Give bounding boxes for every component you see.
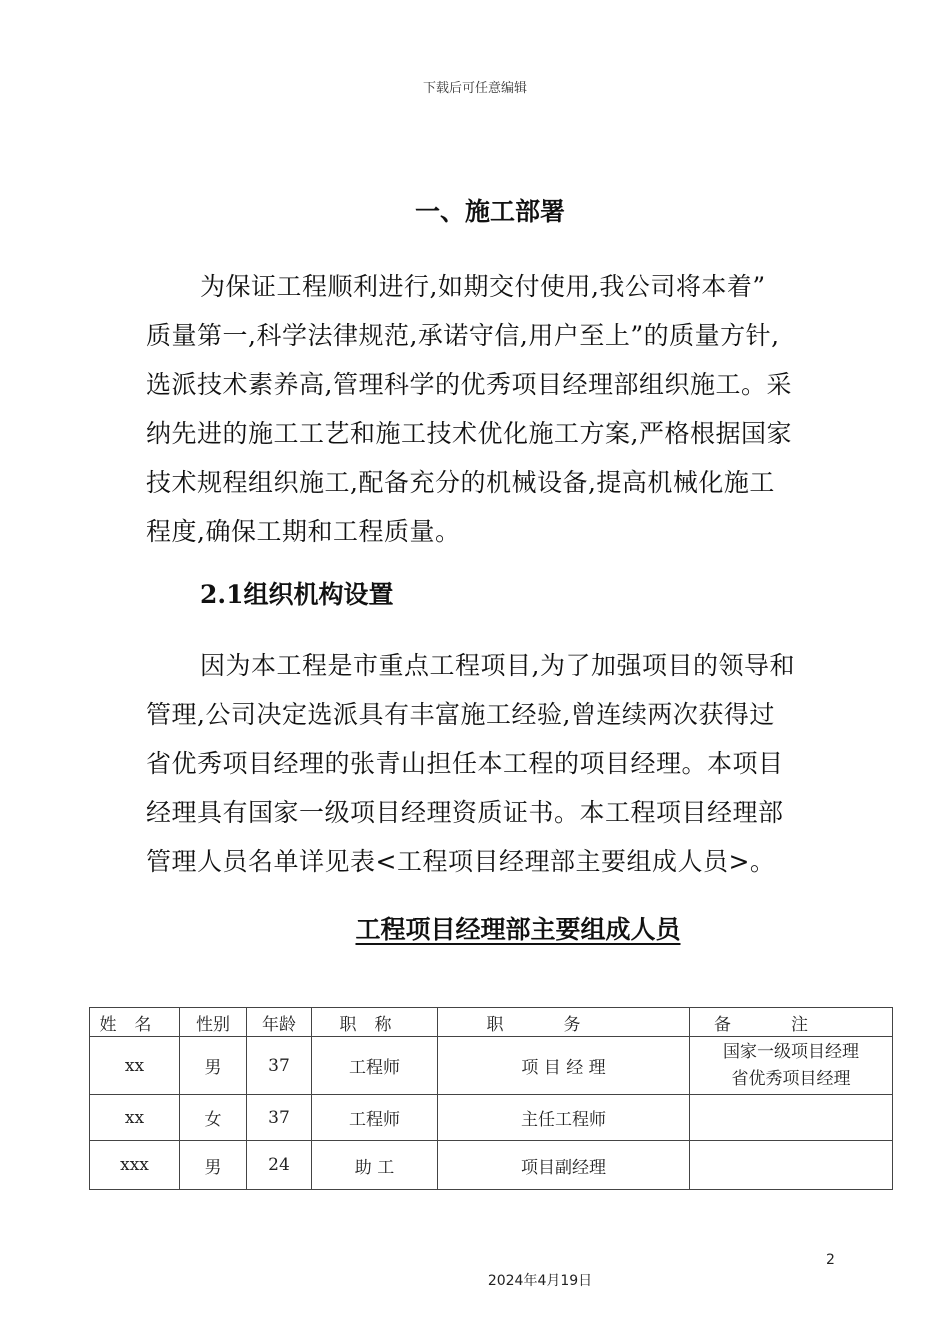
cell-title: 工程师 [312, 1037, 438, 1095]
paragraph-line: 技术规程组织施工,配备充分的机械设备,提高机械化施工 [146, 468, 775, 497]
header-note: 下载后可任意编辑 [422, 81, 527, 96]
cell-notes [690, 1037, 893, 1095]
cell-position: 主任工程师 [438, 1095, 690, 1141]
table-row [90, 1141, 893, 1190]
table-title: 工程项目经理部主要组成人员 [355, 915, 681, 944]
notes-line: 省优秀项目经理 [731, 1068, 851, 1089]
header-position: 职务 [438, 1008, 690, 1037]
footer-date: 2024年4月19日 [487, 1273, 593, 1289]
subheading-org-structure: 2.1组织机构设置 [200, 580, 394, 609]
paragraph-line: 管理人员名单详见表<工程项目经理部主要组成人员>。 [146, 847, 776, 876]
paragraph-line: 质量第一,科学法律规范,承诺守信,用户至上”的质量方针, [146, 321, 780, 350]
paragraph-line: 经理具有国家一级项目经理资质证书。本工程项目经理部 [146, 798, 784, 827]
header-age: 年龄 [247, 1008, 312, 1037]
cell-position: 项 目 经 理 [438, 1037, 690, 1095]
cell-gender: 男 [180, 1141, 247, 1190]
section-title: 一、施工部署 [414, 197, 565, 226]
paragraph-line: 为保证工程顺利进行,如期交付使用,我公司将本着” [200, 272, 766, 301]
header-notes: 备注 [690, 1008, 893, 1037]
cell-name: xxx [90, 1141, 180, 1190]
cell-age: 37 [247, 1095, 312, 1141]
cell-name: xx [90, 1095, 180, 1141]
paragraph-line: 管理,公司决定选派具有丰富施工经验,曾连续两次获得过 [146, 700, 775, 729]
table-header-row [90, 1008, 893, 1037]
header-title: 职称 [312, 1008, 438, 1037]
notes-line: 国家一级项目经理 [723, 1041, 859, 1062]
cell-notes [690, 1095, 893, 1141]
cell-position: 项目副经理 [438, 1141, 690, 1190]
header-name: 姓名 [90, 1008, 180, 1037]
paragraph-line: 省优秀项目经理的张青山担任本工程的项目经理。本项目 [146, 749, 784, 778]
header-gender: 性别 [180, 1008, 247, 1037]
cell-title: 工程师 [312, 1095, 438, 1141]
cell-notes [690, 1141, 893, 1190]
paragraph-line: 选派技术素养高,管理科学的优秀项目经理部组织施工。采 [146, 370, 792, 399]
table-row [90, 1095, 893, 1141]
paragraph-line: 因为本工程是市重点工程项目,为了加强项目的领导和 [200, 651, 795, 680]
cell-name: xx [90, 1037, 180, 1095]
paragraph-line: 程度,确保工期和工程质量。 [146, 517, 461, 546]
staff-table [89, 1007, 893, 1190]
page-number: 2 [826, 1252, 835, 1268]
cell-gender: 女 [180, 1095, 247, 1141]
paragraph-intro [146, 262, 846, 556]
cell-title: 助 工 [312, 1141, 438, 1190]
cell-age: 24 [247, 1141, 312, 1190]
table-row [90, 1037, 893, 1095]
cell-age: 37 [247, 1037, 312, 1095]
paragraph-org [146, 641, 846, 886]
cell-gender: 男 [180, 1037, 247, 1095]
paragraph-line: 纳先进的施工工艺和施工技术优化施工方案,严格根据国家 [146, 419, 792, 448]
